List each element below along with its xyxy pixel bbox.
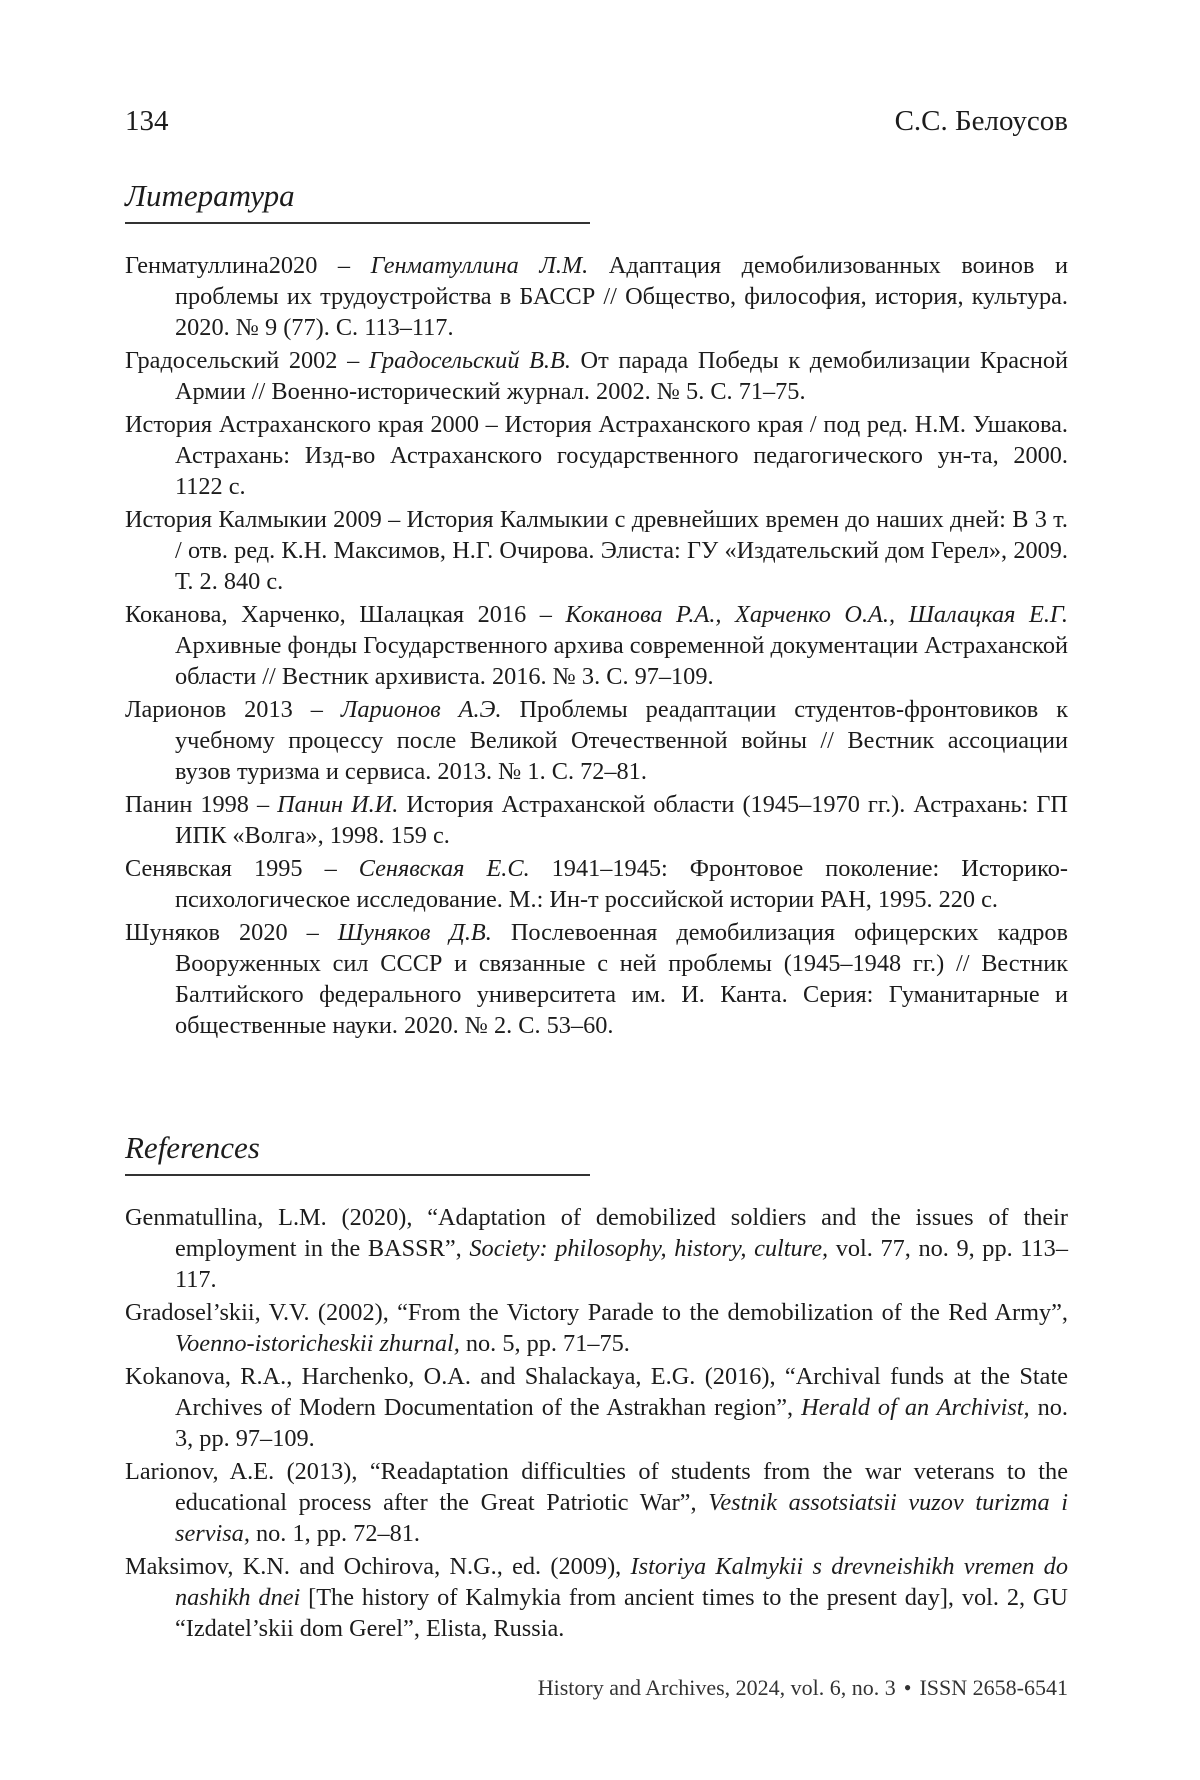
literature-entry xyxy=(125,345,1068,407)
entry-text: Сенявская 1995 – xyxy=(125,855,359,882)
entry-text: Градосельский 2002 – xyxy=(125,347,369,374)
entry-text: Gradosel’skii, V.V. (2002), “From the Victory Parade to the demobilization of the Red Army”, xyxy=(125,1299,1068,1326)
entry-text: vol. 77, no. 9, pp. 113–117. xyxy=(175,1235,1068,1293)
literature-title-rule xyxy=(125,222,590,224)
entry-text: Панин 1998 – xyxy=(125,791,278,818)
reference-entry xyxy=(125,1361,1068,1454)
literature-list xyxy=(125,250,1068,1041)
entry-text: Послевоенная демобилизация офицерских кадров Вооруженных сил СССР и связанные с ней проблемы (1945–1948 гг.) // Вестник Балтийского федерального университета им. И. Канта. Серия: Гуманитарные и общественные науки. 2020. № 2. С. 53–60. xyxy=(175,919,1068,1039)
entry-italic-text: Сенявская Е.С. xyxy=(358,855,530,882)
references-list xyxy=(125,1202,1068,1644)
literature-entry xyxy=(125,250,1068,343)
literature-entry xyxy=(125,789,1068,851)
entry-text: Архивные фонды Государственного архива современной документации Астраханской области // Вестник архивиста. 2016. № 3. С. 97–109. xyxy=(175,632,1068,690)
entry-text: Коканова, Харченко, Шалацкая 2016 – xyxy=(125,601,566,628)
entry-text: Genmatullina, L.M. (2020), “Adaptation of demobilized soldiers and the issues of their employment in the BASSR”, xyxy=(125,1204,1068,1262)
entry-text: no. 3, pp. 97–109. xyxy=(175,1394,1068,1452)
entry-text: Адаптация демобилизованных воинов и проблемы их трудоустройства в БАССР // Общество, философия, история, культура. 2020. № 9 (77). С. 113–117. xyxy=(175,252,1068,341)
references-section xyxy=(125,1128,1068,1646)
literature-entry xyxy=(125,599,1068,692)
literature-title: Литература xyxy=(125,178,295,213)
entry-text: Генматуллина2020 – xyxy=(125,252,371,279)
entry-italic-text: Градосельский В.В. xyxy=(368,347,571,374)
entry-italic-text: Ларионов А.Э. xyxy=(340,696,502,723)
literature-entry xyxy=(125,853,1068,915)
footer-journal: History and Archives, 2024, vol. 6, no. 3 xyxy=(537,1675,896,1700)
entry-italic-text: Генматуллина Л.М. xyxy=(370,252,589,279)
entry-text: Ларионов 2013 – xyxy=(125,696,341,723)
entry-text: История Калмыкии 2009 – История Калмыкии с древнейших времен до наших дней: В 3 т. / отв. ред. К.Н. Максимов, Н.Г. Очирова. Элиста: ГУ «Издательский дом Герел», 2009. Т. 2. 840 с. xyxy=(125,506,1068,595)
entry-italic-text: Society: philosophy, history, culture, xyxy=(469,1235,829,1262)
entry-italic-text: Шуняков Д.В. xyxy=(337,919,492,946)
entry-text: Проблемы реадаптации студентов-фронтовиков к учебному процессу после Великой Отечественной войны // Вестник ассоциации вузов туризма и сервиса. 2013. № 1. С. 72–81. xyxy=(175,696,1068,785)
journal-footer xyxy=(538,1674,1068,1702)
entry-text: 1941–1945: Фронтовое поколение: Историко-психологическое исследование. М.: Ин-т российской истории РАН, 1995. 220 с. xyxy=(175,855,1068,913)
reference-entry xyxy=(125,1202,1068,1295)
entry-italic-text: Istoriya Kalmykii s drevneishikh vremen do nashikh dnei xyxy=(175,1553,1068,1611)
reference-entry xyxy=(125,1297,1068,1359)
entry-text: История Астраханской области (1945–1970 гг.). Астрахань: ГП ИПК «Волга», 1998. 159 с. xyxy=(175,791,1068,849)
literature-entry xyxy=(125,409,1068,502)
entry-italic-text: Herald of an Archivist, xyxy=(801,1394,1030,1421)
footer-separator: • xyxy=(903,1675,912,1700)
entry-italic-text: Voenno-istoricheskii zhurnal, xyxy=(175,1330,460,1357)
references-title-rule xyxy=(125,1174,590,1176)
literature-section xyxy=(125,176,1068,1043)
entry-text: no. 5, pp. 71–75. xyxy=(459,1330,630,1357)
references-title: References xyxy=(125,1130,260,1165)
entry-text: Larionov, A.E. (2013), “Readaptation difficulties of students from the war veterans to the educational process after the Great Patriotic War”, xyxy=(125,1458,1068,1516)
entry-text: [The history of Kalmykia from ancient times to the present day], vol. 2, GU “Izdatel’skii dom Gerel”, Elista, Russia. xyxy=(175,1584,1068,1642)
literature-entry xyxy=(125,917,1068,1041)
literature-entry xyxy=(125,694,1068,787)
entry-italic-text: Коканова Р.А., Харченко О.А., Шалацкая Е.Г. xyxy=(565,601,1068,628)
entry-italic-text: Vestnik assotsiatsii vuzov turizma i servisa, xyxy=(175,1489,1068,1547)
entry-text: Шуняков 2020 – xyxy=(125,919,338,946)
entry-text: От парада Победы к демобилизации Красной Армии // Военно-исторический журнал. 2002. № 5. С. 71–75. xyxy=(175,347,1068,405)
page-number: 134 xyxy=(125,105,169,137)
entry-italic-text: Панин И.И. xyxy=(277,791,399,818)
entry-text: no. 1, pp. 72–81. xyxy=(249,1520,420,1547)
reference-entry xyxy=(125,1551,1068,1644)
running-head xyxy=(125,103,1068,139)
literature-entry xyxy=(125,504,1068,597)
entry-text: Kokanova, R.A., Harchenko, O.A. and Shalackaya, E.G. (2016), “Archival funds at the State Archives of Modern Documentation of the Astrakhan region”, xyxy=(125,1363,1068,1421)
entry-text: Maksimov, K.N. and Ochirova, N.G., ed. (2009), xyxy=(125,1553,631,1580)
footer-issn: ISSN 2658-6541 xyxy=(919,1675,1068,1700)
entry-text: История Астраханского края 2000 – История Астраханского края / под ред. Н.М. Ушакова. Астрахань: Изд-во Астраханского государственного педагогического ун-та, 2000. 1122 с. xyxy=(125,411,1068,500)
reference-entry xyxy=(125,1456,1068,1549)
running-author: С.С. Белоусов xyxy=(894,105,1068,137)
